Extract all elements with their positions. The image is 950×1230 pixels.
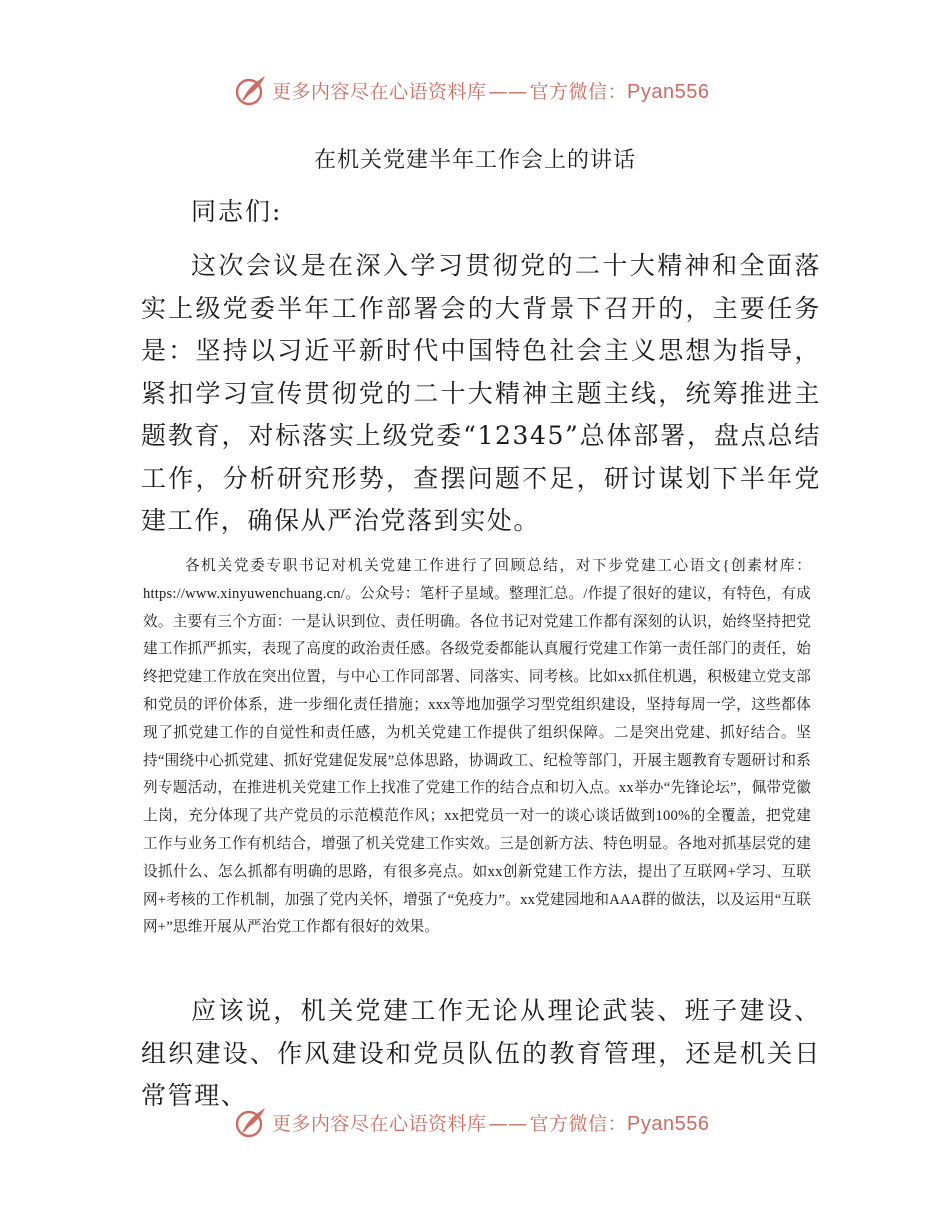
body-paragraph-3: 应该说，机关党建工作无论从理论武装、班子建设、组织建设、作风建设和党员队伍的教育管理，还是机关日常管理、: [141, 996, 821, 1110]
body-paragraph-1: 这次会议是在深入学习贯彻党的二十大精神和全面落实上级党委半年工作部署会的大背景下召开的，主要任务是：坚持以习近平新时代中国特色社会主义思想为指导，紧扣学习宣传贯彻党的二十大精神主题主线，统筹推进主题教育，对标落实上级党委“12345”总体部署，盘点总结工作，分析研究形势，查摆问题不足，研讨谋划下半年党建工作，确保从严治党落到实处。: [141, 251, 821, 535]
document-title: 在机关党建半年工作会上的讲话: [313, 148, 636, 173]
quill-logo-icon: [234, 1105, 268, 1139]
banner-text: 更多内容尽在心语资料库 —— 官方微信：Pyan556: [272, 80, 710, 103]
header-banner: [0, 70, 950, 110]
body-paragraph-2: 各机关党委专职书记对机关党建工作进行了回顾总结，对下步党建工心语文{创素材库：https://www.xinyuwenchuang.cn/。公众号：笔杆子星域。整理汇总。/作提了很好的建议，有特色，有成效。主要有三个方面：一是认识到位、责任明确。各位书记对党建工作都有深刻的认识，始终坚持把党建工作抓严抓实，表现了高度的政治责任感。各级党委都能认真履行党建工作第一责任部门的责任，始终把党建工作放在突出位置，与中心工作同部署、同落实、同考核。比如xx抓住机遇，积极建立党支部和党员的评价体系，进一步细化责任措施；xxx等地加强学习型党组织建设，坚持每周一学，这些都体现了抓党建工作的自觉性和责任感，为机关党建工作提供了组织保障。二是突出党建、抓好结合。坚持“围绕中心抓党建、抓好党建促发展”总体思路，协调政工、纪检等部门，开展主题教育专题研讨和系列专题活动，在推进机关党建工作上找准了党建工作的结合点和切入点。xx举办“先锋论坛”，佩带党徽上岗，充分体现了共产党员的示范模范作风；xx把党员一对一的谈心谈话做到100%的全覆盖，把党建工作与业务工作有机结合，增强了机关党建工作实效。三是创新方法、特色明显。各地对抓基层党的建设抓什么、怎么抓都有明确的思路，有很多亮点。如xx创新党建工作方法，提出了互联网+学习、互联网+考核的工作机制，加强了党内关怀，增强了“免疫力”。xx党建园地和AAA群的做法，以及运用“互联网+”思维开展从严治党工作都有很好的效果。: [143, 558, 811, 936]
salutation: 同志们:: [191, 197, 283, 226]
quill-logo-icon: [234, 73, 268, 107]
banner-text: 更多内容尽在心语资料库 —— 官方微信：Pyan556: [272, 1112, 710, 1135]
footer-banner: [0, 1102, 950, 1142]
